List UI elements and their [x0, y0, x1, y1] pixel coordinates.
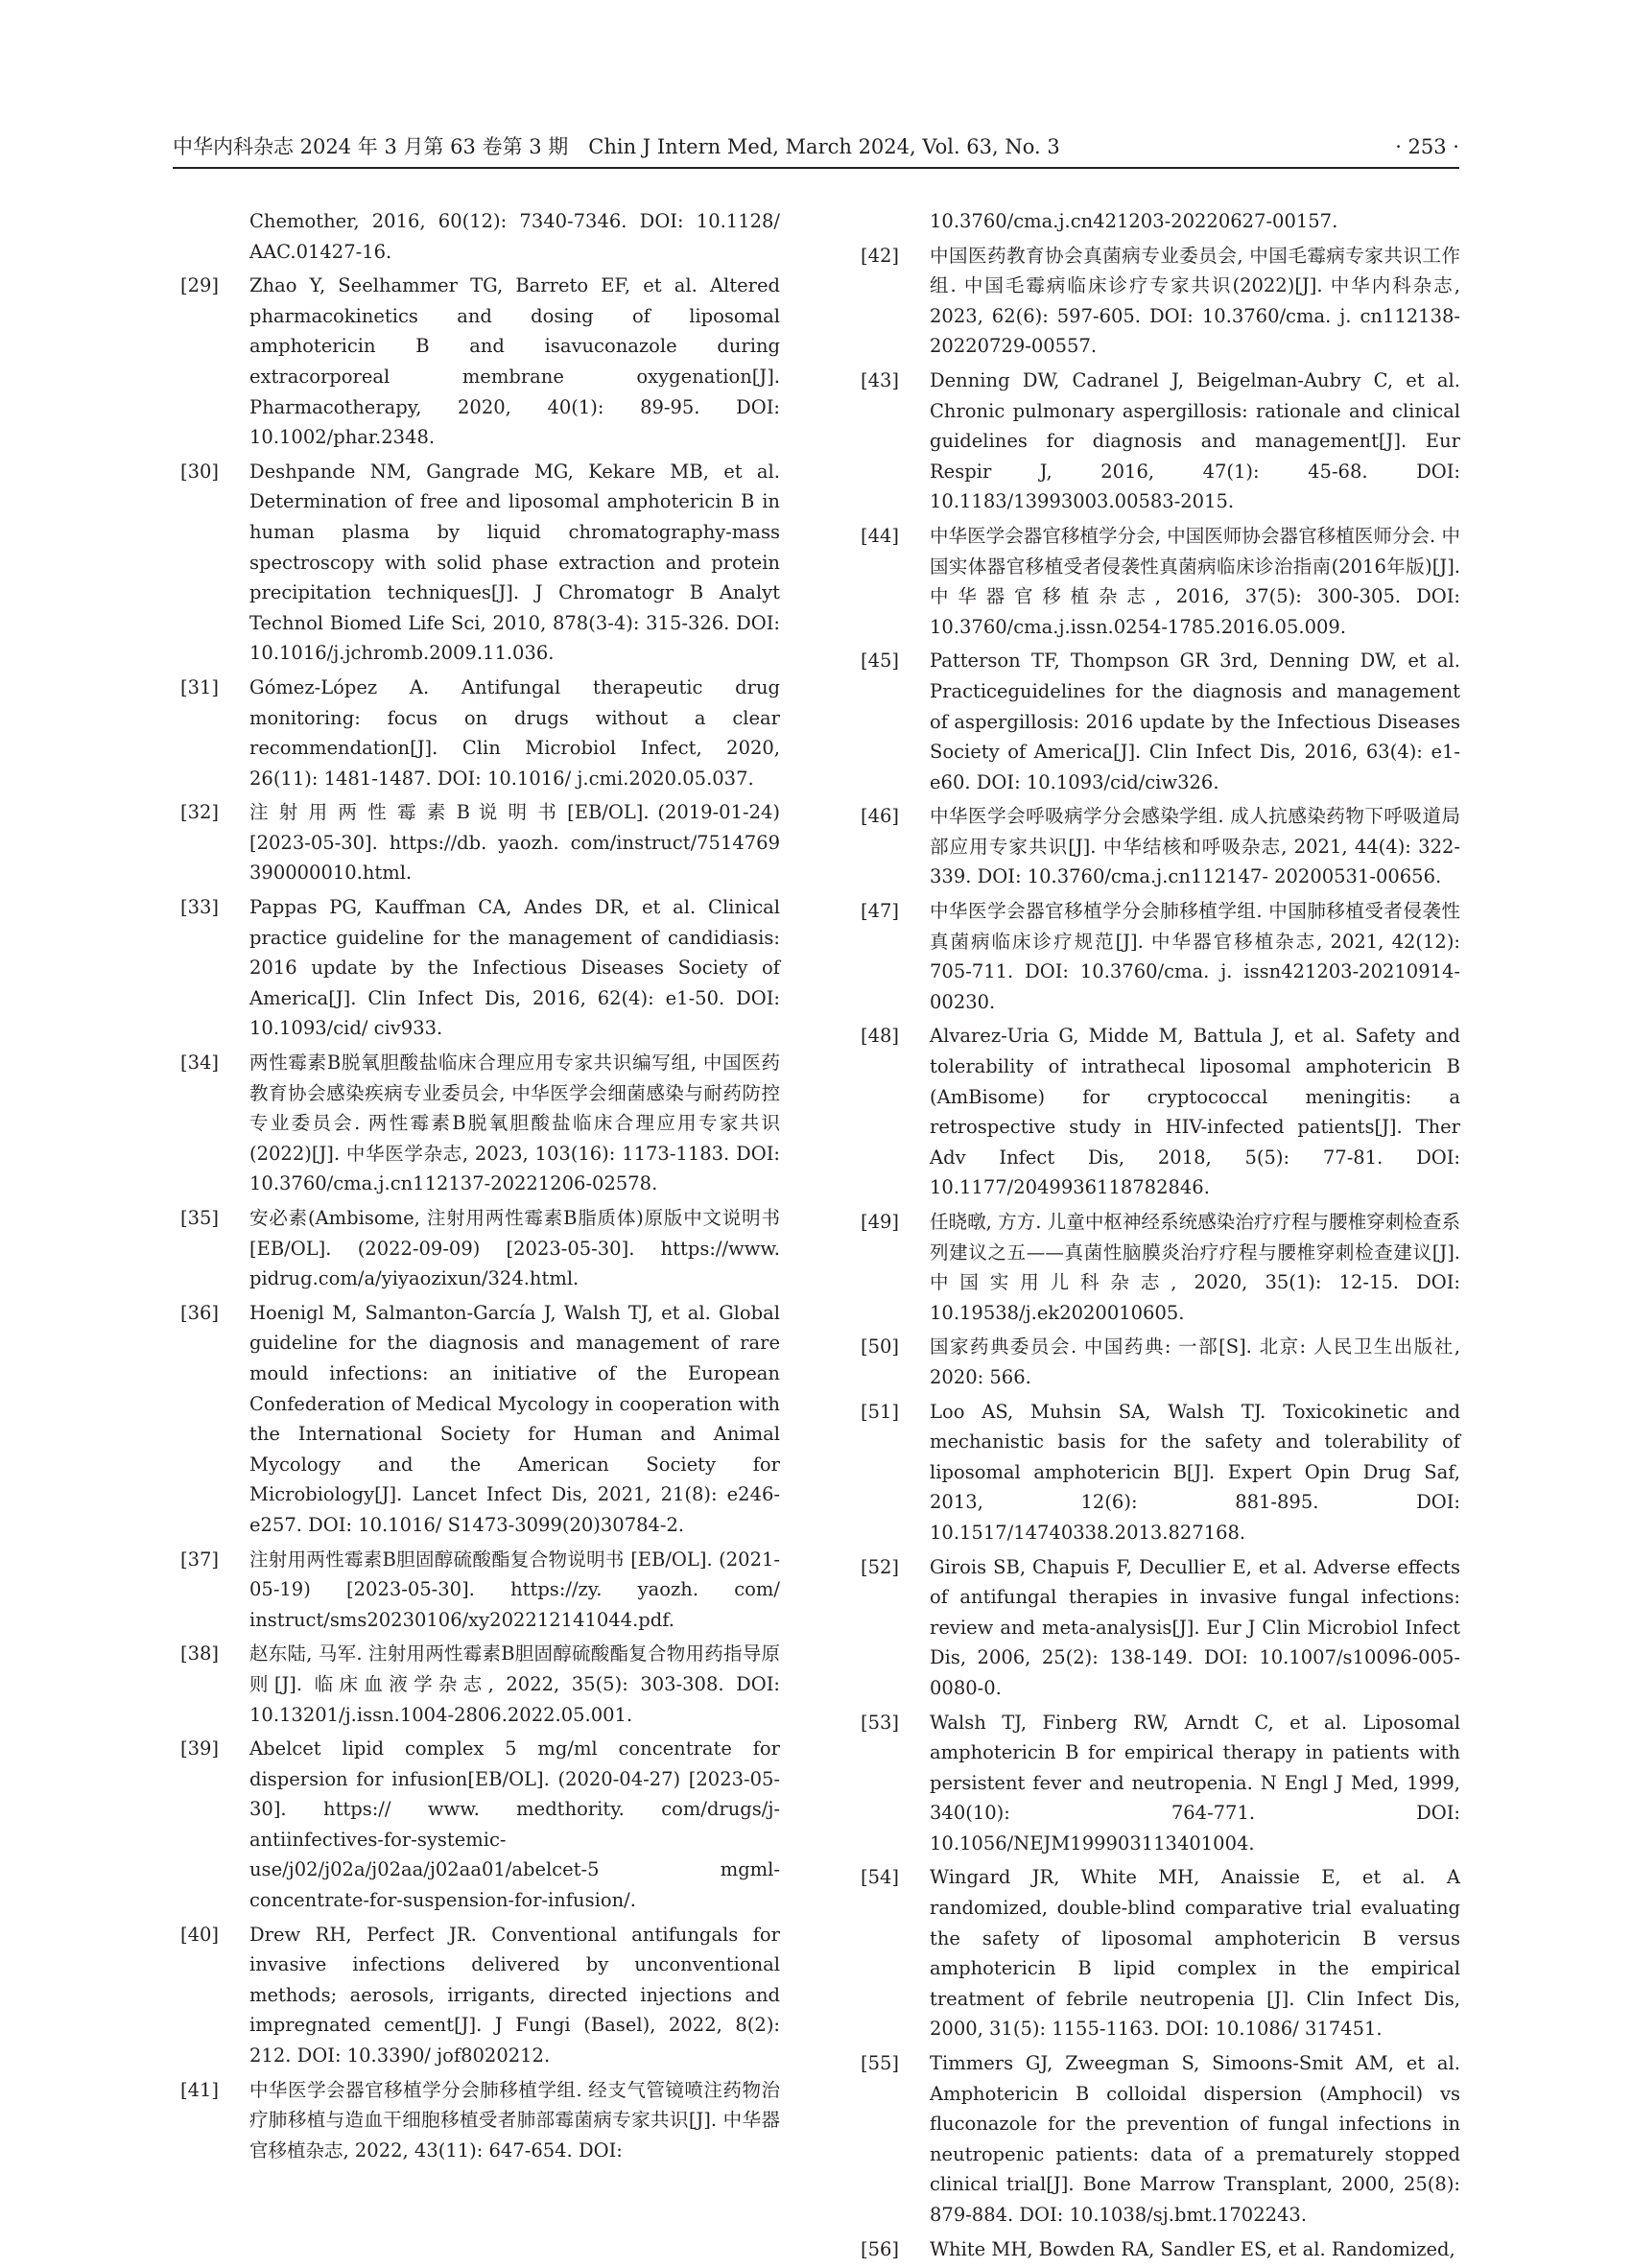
reference-item [180, 271, 780, 453]
reference-number: [30] [180, 460, 220, 483]
reference-text: 中华医学会器官移植学分会肺移植学组. 中国肺移植受者侵袭性真菌病临床诊疗规范[J]. 中华器官移植杂志, 2021, 42(12): 705-711. DOI: 10.3760/cma. j. issn421203-20210914-00230. [930, 900, 1460, 1013]
reference-number: [36] [180, 1301, 220, 1324]
reference-item [180, 1920, 780, 2071]
reference-number: [34] [180, 1051, 220, 1075]
reference-text: 两性霉素B脱氧胆酸盐临床合理应用专家共识编写组, 中国医药教育协会感染疾病专业委员会, 中华医学会细菌感染与耐药防控专业委员会. 两性霉素B脱氧胆酸盐临床合理应用专家共识(2022)[J]. 中华医学杂志, 2023, 103(16): 1173-1183. DOI: 10.3760/cma.j.cn112137-20221206-02578. [249, 1051, 780, 1195]
reference-number: [43] [861, 368, 900, 391]
reference-text: Denning DW, Cadranel J, Beigelman-Aubry C, et al. Chronic pulmonary aspergillosis: rationale and clinical guidelines for diagnosis and management[J]. Eur Respir J, 2016, 47(1): 45-68. DOI: 10.1183/13993003.00583-2015. [930, 368, 1460, 513]
reference-number: [54] [861, 1866, 900, 1889]
reference-number: [45] [861, 650, 900, 673]
reference-number: [46] [861, 805, 900, 828]
reference-item [861, 801, 1460, 892]
reference-text: Walsh TJ, Finberg RW, Arndt C, et al. Liposomal amphotericin B for empirical therapy in patients with persistent fever and neutropenia. N Engl J Med, 1999, 340(10): 764-771. DOI: 10.1056/NEJM199903113401004. [930, 1711, 1460, 1855]
reference-item [180, 797, 780, 888]
reference-number: [40] [180, 1923, 220, 1946]
reference-text: 安必素(Ambisome, 注射用两性霉素B脂质体)原版中文说明书[EB/OL]. (2022-09-09) [2023-05-30]. https://www. pidrug.com/a/yiyaozixun/324.html. [249, 1207, 780, 1290]
reference-number: [49] [861, 1211, 900, 1233]
reference-item [180, 673, 780, 793]
reference-item [861, 1708, 1460, 1859]
reference-text: Deshpande NM, Gangrade MG, Kekare MB, et al. Determination of free and liposomal amphotericin B in human plasma by liquid chromatography-mass spectroscopy with solid phase extraction and protein precipitation techniques[J]. J Chromatogr B Analyt Technol Biomed Life Sci, 2010, 878(3-4): 315-326. DOI: 10.1016/j.jchromb.2009.11.036. [249, 460, 780, 665]
reference-text: Abelcet lipid complex 5 mg/ml concentrate for dispersion for infusion[EB/OL]. (2020-04-27) [2023-05-30]. https:// www. medthority. com/drugs/j-antiinfectives-for-systemic-use/j02/j02a/j02aa/j02aa01/abelcet-5 mgml-concentrate-for-suspension-for-infusion/. [249, 1737, 780, 1912]
reference-number: [51] [861, 1400, 900, 1423]
reference-item [861, 1332, 1460, 1392]
reference-item [861, 366, 1460, 517]
reference-item [861, 1552, 1460, 1704]
reference-text: 10.3760/cma.j.cn421203-20220627-00157. [930, 210, 1338, 232]
reference-number: [44] [861, 524, 900, 547]
reference-number: [39] [180, 1737, 220, 1760]
reference-text: Timmers GJ, Zweegman S, Simoons-Smit AM, et al. Amphotericin B colloidal dispersion (Amphocil) vs fluconazole for the prevention of fungal infections in neutropenic patients: data of a prematurely stopped clinical trial[J]. Bone Marrow Transplant, 2000, 25(8): 879-884. DOI: 10.1038/sj.bmt.1702243. [930, 2052, 1460, 2226]
reference-text: Alvarez-Uria G, Midde M, Battula J, et al. Safety and tolerability of intrathecal liposomal amphotericin B (AmBisome) for cryptococcal meningitis: a retrospective study in HIV-infected patients[J]. Ther Adv Infect Dis, 2018, 5(5): 77-81. DOI: 10.1177/2049936118782846. [930, 1025, 1460, 1199]
reference-item [180, 457, 780, 669]
reference-item [180, 1734, 780, 1916]
reference-text: 任晓暾, 方方. 儿童中枢神经系统感染治疗疗程与腰椎穿刺检查系列建议之五——真菌性脑膜炎治疗疗程与腰椎穿刺检查建议[J]. 中国实用儿科杂志, 2020, 35(1): 12-15. DOI: 10.19538/j.ek2020010605. [930, 1211, 1460, 1324]
reference-number: [55] [861, 2052, 900, 2075]
reference-item [861, 1862, 1460, 2044]
reference-text: Drew RH, Perfect JR. Conventional antifungals for invasive infections delivered by unconventional methods; aerosols, irrigants, directed injections and impregnated cement[J]. J Fungi (Basel), 2022, 8(2): 212. DOI: 10.3390/ jof8020212. [249, 1923, 780, 2067]
reference-text: Hoenigl M, Salmanton-García J, Walsh TJ, et al. Global guideline for the diagnosis and management of rare mould infections: an initiative of the European Confederation of Medical Mycology in cooperation with the International Society for Human and Animal Mycology and the American Society for Microbiology[J]. Lancet Infect Dis, 2021, 21(8): e246-e257. DOI: 10.1016/ S1473-3099(20)30784-2. [249, 1301, 780, 1536]
left-column [180, 206, 780, 2169]
reference-text: 中国医药教育协会真菌病专业委员会, 中国毛霉病专家共识工作组. 中国毛霉病临床诊疗专家共识(2022)[J]. 中华内科杂志, 2023, 62(6): 597-605. DOI: 10.3760/cma. j. cn112138-20220729-00557. [930, 244, 1460, 358]
reference-text: Loo AS, Muhsin SA, Walsh TJ. Toxicokinetic and mechanistic basis for the safety and tolerability of liposomal amphotericin B[J]. Expert Opin Drug Saf, 2013, 12(6): 881-895. DOI: 10.1517/14740338.2013.827168. [930, 1400, 1460, 1544]
reference-text: 国家药典委员会. 中国药典: 一部[S]. 北京: 人民卫生出版社, 2020: 566. [930, 1335, 1460, 1388]
journal-citation: 中华内科杂志 2024 年 3 月第 63 卷第 3 期 Chin J Intern Med, March 2024, Vol. 63, No. 3 [173, 135, 1060, 158]
reference-item [861, 1397, 1460, 1548]
right-column [861, 206, 1460, 2268]
reference-item [180, 1298, 780, 1541]
reference-number: [41] [180, 2078, 220, 2101]
reference-number: [32] [180, 801, 220, 824]
reference-item [861, 896, 1460, 1017]
reference-number: [37] [180, 1547, 220, 1571]
reference-number: [42] [861, 244, 900, 267]
reference-number: [38] [180, 1642, 220, 1666]
reference-text: Patterson TF, Thompson GR 3rd, Denning DW, et al. Practiceguidelines for the diagnosis and management of aspergillosis: 2016 update by the Infectious Diseases Society of America[J]. Clin Infect Dis, 2016, 63(4): e1-e60. DOI: 10.1093/cid/ciw326. [930, 650, 1460, 793]
reference-item [180, 892, 780, 1044]
reference-text: White MH, Bowden RA, Sandler ES, et al. Randomized, [930, 2237, 1455, 2260]
reference-item [861, 2234, 1460, 2265]
reference-item [180, 2075, 780, 2166]
reference-text: Wingard JR, White MH, Anaissie E, et al. A randomized, double-blind comparative trial evaluating the safety of liposomal amphotericin B versus amphotericin B lipid complex in the empirical treatment of febrile neutropenia [J]. Clin Infect Dis, 2000, 31(5): 1155-1163. DOI: 10.1086/ 317451. [930, 1866, 1460, 2041]
reference-item [861, 241, 1460, 362]
reference-item [861, 2048, 1460, 2231]
reference-continuation [861, 206, 1460, 237]
reference-item [180, 1545, 780, 1636]
reference-text: Pappas PG, Kauffman CA, Andes DR, et al. Clinical practice guideline for the management of candidiasis: 2016 update by the Infectious Diseases Society of America[J]. Clin Infect Dis, 2016, 62(4): e1-50. DOI: 10.1093/cid/ civ933. [249, 896, 780, 1040]
reference-item [861, 1021, 1460, 1203]
reference-text: 中华医学会呼吸病学分会感染学组. 成人抗感染药物下呼吸道局部应用专家共识[J]. 中华结核和呼吸杂志, 2021, 44(4): 322-339. DOI: 10.3760/cma.j.cn112147- 20200531-00656. [930, 805, 1460, 888]
reference-number: [31] [180, 675, 220, 698]
reference-text: 注 射 用 两 性 霉 素 B 说 明 书 [EB/OL]. (2019-01-24) [2023-05-30]. https://db. yaozh. com/instruct/7514769 390000010.html. [249, 801, 780, 885]
reference-text: Gómez-López A. Antifungal therapeutic drug monitoring: focus on drugs without a clear recommendation[J]. Clin Microbiol Infect, 2020, 26(11): 1481-1487. DOI: 10.1016/ j.cmi.2020.05.037. [249, 675, 780, 790]
reference-number: [47] [861, 900, 900, 923]
reference-text: 注射用两性霉素B胆固醇硫酸酯复合物说明书 [EB/OL]. (2021-05-19) [2023-05-30]. https://zy. yaozh. com/ instruct/sms20230106/xy202212141044.pdf. [249, 1547, 780, 1631]
reference-number: [50] [861, 1335, 900, 1358]
reference-text: Chemother, 2016, 60(12): 7340-7346. DOI: 10.1128/ AAC.01427-16. [249, 210, 780, 263]
reference-text: Girois SB, Chapuis F, Decullier E, et al. Adverse effects of antifungal therapies in invasive fungal infections: review and meta-analysis[J]. Eur J Clin Microbiol Infect Dis, 2006, 25(2): 138-149. DOI: 10.1007/s10096-005-0080-0. [930, 1555, 1460, 1699]
reference-number: [48] [861, 1025, 900, 1048]
reference-item [861, 521, 1460, 642]
reference-item [180, 1203, 780, 1294]
reference-item [180, 1639, 780, 1730]
reference-continuation [180, 206, 780, 267]
reference-number: [35] [180, 1207, 220, 1229]
reference-text: 赵东陆, 马军. 注射用两性霉素B胆固醇硫酸酯复合物用药指导原则[J]. 临床血液学杂志, 2022, 35(5): 303-308. DOI: 10.13201/j.issn.1004-2806.2022.05.001. [249, 1642, 780, 1726]
reference-item [861, 646, 1460, 797]
reference-text: Zhao Y, Seelhammer TG, Barreto EF, et al. Altered pharmacokinetics and dosing of liposomal amphotericin B and isavuconazole during extracorporeal membrane oxygenation[J]. Pharmacotherapy, 2020, 40(1): 89-95. DOI: 10.1002/phar.2348. [249, 274, 780, 449]
reference-number: [29] [180, 274, 220, 297]
reference-text: 中华医学会器官移植学分会, 中国医师协会器官移植医师分会. 中国实体器官移植受者侵袭性真菌病临床诊治指南(2016年版)[J]. 中华器官移植杂志, 2016, 37(5): 300-305. DOI: 10.3760/cma.j.issn.0254-1785.2016.05.009. [930, 524, 1460, 638]
running-header [173, 132, 1459, 169]
reference-item [861, 1207, 1460, 1328]
reference-text: 中华医学会器官移植学分会肺移植学组. 经支气管镜喷注药物治疗肺移植与造血干细胞移植受者肺部霉菌病专家共识[J]. 中华器官移植杂志, 2022, 43(11): 647-654. DOI: [249, 2078, 780, 2162]
reference-item [180, 1048, 780, 1199]
reference-number: [56] [861, 2237, 900, 2260]
page-number: · 253 · [1395, 135, 1459, 158]
reference-number: [52] [861, 1555, 900, 1578]
reference-number: [53] [861, 1711, 900, 1734]
reference-number: [33] [180, 896, 220, 919]
